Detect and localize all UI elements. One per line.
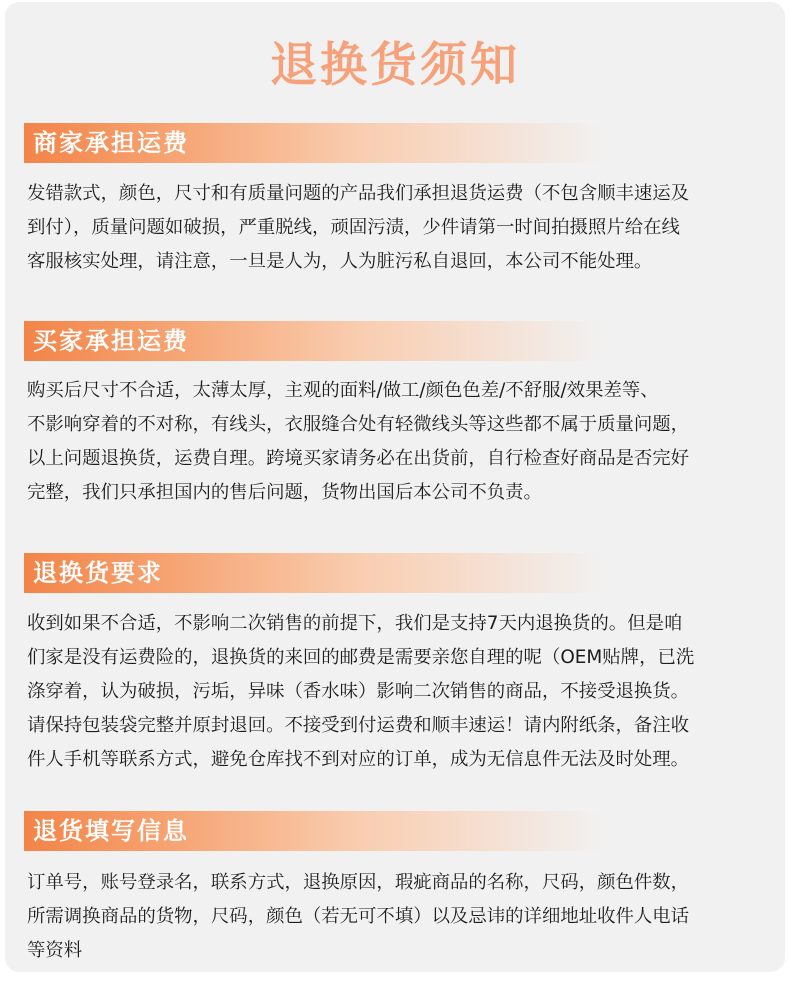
section-header <box>24 553 604 593</box>
body-line: 到付），质量问题如破损，严重脱线，顽固污渍，少件请第一时间拍摄照片给在线 <box>27 217 680 238</box>
body-line: 所需调换商品的货物，尺码，颜色（若无可不填）以及忌讳的详细地址收件人电话 <box>27 906 690 927</box>
section-body <box>27 607 767 777</box>
body-line: 收到如果不合适，不影响二次销售的前提下，我们是支持7天内退换货的。但是咱 <box>27 613 683 634</box>
section-header <box>24 321 604 361</box>
body-line: 客服核实处理，请注意，一旦是人为，人为脏污私自退回，本公司不能处理。 <box>27 251 653 272</box>
section-header <box>24 811 604 851</box>
section-header <box>24 123 604 163</box>
section-heading: 买家承担运费 <box>33 327 189 355</box>
body-line: 完整，我们只承担国内的售后问题，货物出国后本公司不负责。 <box>27 482 542 503</box>
body-line: 发错款式，颜色，尺寸和有质量问题的产品我们承担退货运费（不包含顺丰速运及 <box>27 183 690 204</box>
section-body <box>27 374 767 510</box>
section-heading: 退货填写信息 <box>33 817 189 845</box>
body-line: 等资料 <box>27 940 83 961</box>
body-line: 件人手机等联系方式，避免仓库找不到对应的订单，成为无信息件无法及时处理。 <box>27 749 690 770</box>
body-line: 不影响穿着的不对称，有线头，衣服缝合处有轻微线头等这些都不属于质量问题， <box>27 414 690 435</box>
section-body <box>27 866 767 968</box>
body-line: 购买后尺寸不合适，太薄太厚，主观的面料/做工/颜色色差/不舒服/效果差等、 <box>27 380 659 401</box>
section-heading: 商家承担运费 <box>33 129 189 157</box>
body-line: 订单号，账号登录名，联系方式，退换原因，瑕疵商品的名称，尺码，颜色件数， <box>27 872 690 893</box>
section-body <box>27 177 767 279</box>
page-title: 退换货须知 <box>270 38 520 93</box>
body-line: 请保持包装袋完整并原封退回。不接受到付运费和顺丰速运！请内附纸条，备注收 <box>27 715 690 736</box>
body-line: 涤穿着，认为破损，污垢，异味（香水味）影响二次销售的商品，不接受退换货。 <box>27 681 690 702</box>
section-heading: 退换货要求 <box>33 559 163 587</box>
body-line: 们家是没有运费险的，退换货的来回的邮费是需要亲您自理的呢（OEM贴牌，已洗 <box>27 647 695 668</box>
body-line: 以上问题退换货，运费自理。跨境买家请务必在出货前，自行检查好商品是否完好 <box>27 448 690 469</box>
